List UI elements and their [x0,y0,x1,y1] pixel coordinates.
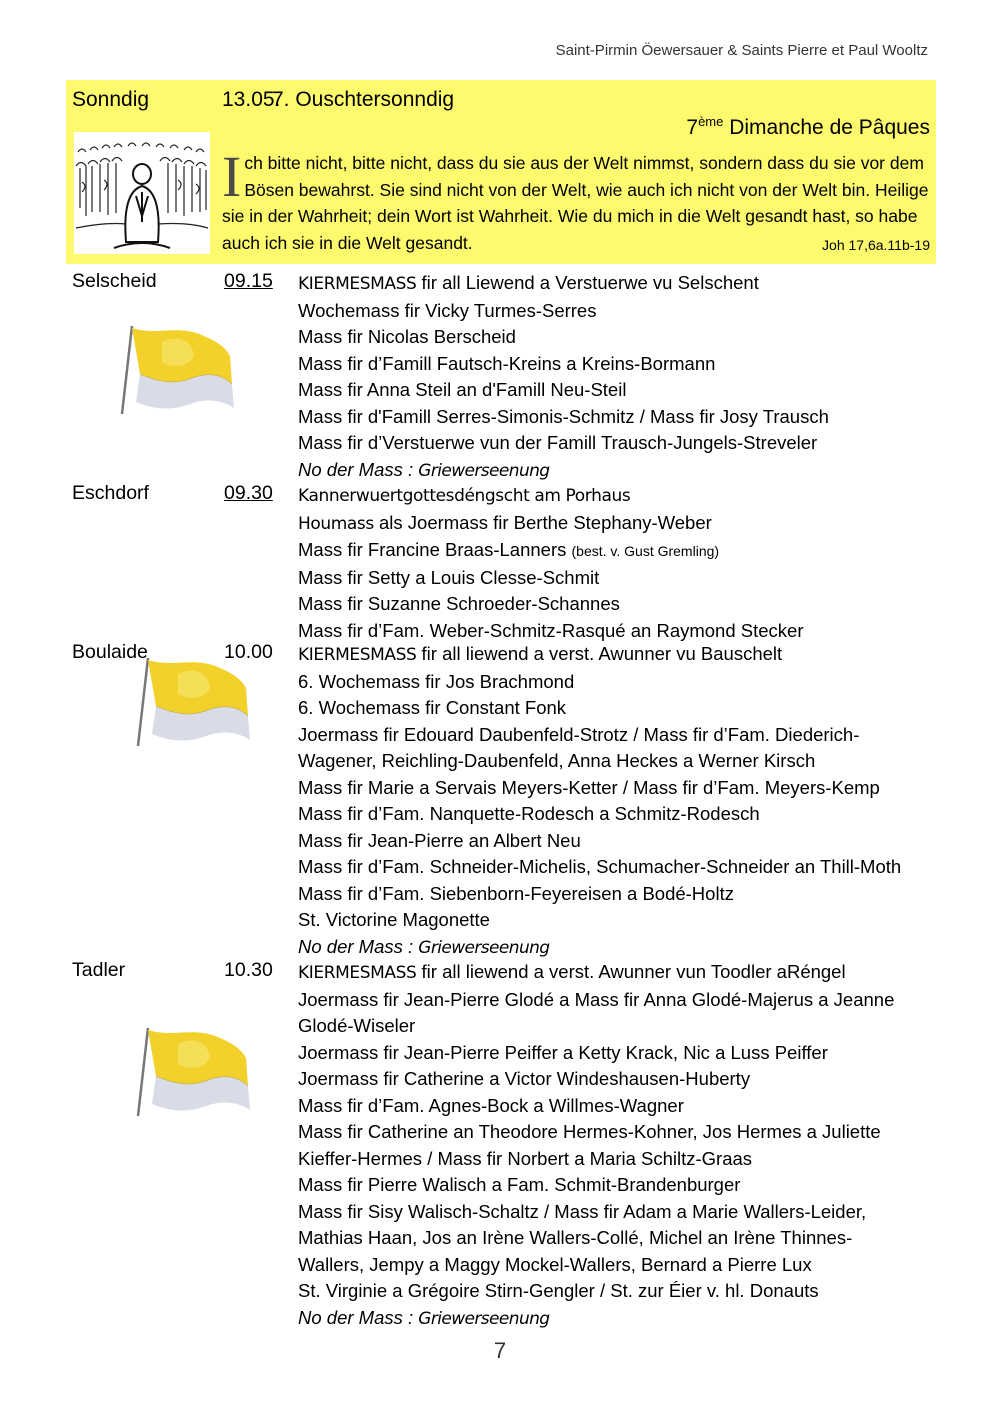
list-item: 6. Wochemass fir Constant Fonk [298,697,567,718]
list-item [298,537,938,565]
list-item: Kieffer-Hermes / Mass fir Norbert a Maria Schiltz-Graas [298,1147,753,1169]
list-item: Mass fir Pierre Walisch a Fam. Schmit-Brandenburger [298,1174,741,1195]
bible-verse [222,144,930,258]
place-name: Tadler [72,959,126,981]
houmass-line [298,510,938,538]
list-item: Mass fir Nicolas Berscheid [298,326,516,347]
list-item: Mass fir Jean-Pierre an Albert Neu [298,829,581,851]
list-item: Wagener, Reichling-Daubenfeld, Anna Heckes a Werner Kirsch [298,750,816,771]
praying-crowd-icon [74,132,210,254]
after-word: Griewerseenung [418,937,550,958]
list-item: Mass fir Sisy Walisch-Schaltz / Mass fir Adam a Marie Wallers-Leider, [298,1200,867,1222]
after-prefix: No der Mass : [298,935,419,957]
lead-line [298,641,938,669]
list-item: Mass fir d’Famill Fautsch-Kreins a Kreins-Bormann [298,352,716,374]
list-item: Joermass fir Edouard Daubenfeld-Strotz / Mass fir d’Fam. Diederich- [298,723,860,745]
list-item: Joermass fir Jean-Pierre Glodé a Mass fir Anna Glodé-Majerus a Jeanne [298,988,895,1010]
sunday-date: 13.05. [222,88,281,111]
lead-title: KIERMESMASS [298,274,417,294]
lead-title: KIERMESMASS [298,645,417,665]
mass-time: 09.15 [224,270,273,292]
lead-line [298,270,938,298]
lead-line [298,482,938,510]
lead-rest: fir all Liewend a Verstuerwe vu Selschent [416,272,759,293]
mass-lines [298,482,938,644]
mass-time: 10.30 [224,959,273,981]
after-word: Griewerseenung [418,1308,550,1329]
list-item: Mass fir d’Verstuerwe vun der Famill Trausch-Jungels-Streveler [298,432,818,453]
lead-line [298,959,938,987]
place-name: Boulaide [72,641,148,663]
praying-crowd-illustration [74,132,210,254]
list-item: Mass fir Marie a Servais Meyers-Ketter / Mass fir d’Fam. Meyers-Kemp [298,776,880,798]
page-number: 7 [493,1338,507,1363]
list-item: Mass fir d'Famill Serres-Simonis-Schmitz / Mass fir Josy Trausch [298,405,829,427]
place-name: Selscheid [72,270,157,292]
after-prefix: No der Mass : [298,1306,419,1328]
mass-time: 09.30 [224,482,273,504]
after-mass-line [298,457,938,485]
place-name: Eschdorf [72,482,149,504]
flag-icon [134,1024,254,1119]
houmass-title: Houmass [298,513,374,534]
sunday-title [272,88,454,112]
list-item: Mass fir Suzanne Schroeder-Schannes [298,593,620,614]
after-word: Griewerseenung [418,460,550,481]
title-fr-num: 7 [686,116,699,139]
list-item: Glodé-Wiseler [298,1015,416,1036]
mass-lines [298,959,938,1332]
list-item: Joermass fir Catherine a Victor Windeshausen-Huberty [298,1068,751,1089]
sunday-box [66,80,936,264]
list-item: Mathias Haan, Jos an Irène Wallers-Collé, Michel an Irène Thinnes- [298,1227,853,1248]
verse-reference: Joh 17,6a.11b-19 [822,236,930,253]
page-header: Saint-Pirmin Öewersauer & Saints Pierre et Paul Wooltz [555,42,928,59]
list-item: Mass fir d’Fam. Siebenborn-Feyereisen a Bodé-Holtz [298,882,734,904]
list-item: Mass fir Anna Steil an d'Famill Neu-Steil [298,379,627,400]
flag-icon [118,322,238,417]
sunday-title-fr [686,114,930,140]
title-fr-rest: Dimanche de Pâques [723,116,930,139]
verse-dropcap: I [222,144,242,209]
verse-text: ch bitte nicht, bitte nicht, dass du sie aus der Welt nimmst, sondern dass du sie vor dem Bösen bewahrst. Sie sind nicht von der Welt, wie auch ich nicht von der Welt bin. Heilige sie in der Wahrheit; dein Wort ist Wahrheit. Wie du mich in die Welt gesandt hast, so habe auch ich sie in die Welt gesandt. [222,153,929,253]
after-mass-line [298,1305,938,1333]
list-item: Joermass fir Jean-Pierre Peiffer a Ketty Krack, Nic a Luss Peiffer [298,1041,828,1063]
braas-text: Mass fir Francine Braas-Lanners [298,539,572,560]
list-item: Mass fir d’Fam. Weber-Schmitz-Rasqué an Raymond Stecker [298,619,804,641]
mass-time: 10.00 [224,641,273,663]
lead-title: Kannerwuertgottesdéngscht am Porhaus [298,486,631,506]
after-prefix: No der Mass : [298,458,419,480]
sunday-title-lb: 7. Ouschtersonndig [272,88,455,111]
houmass-rest: als Joermass fir Berthe Stephany-Weber [373,511,712,533]
list-item: Wallers, Jempy a Maggy Mockel-Wallers, Bernard a Pierre Lux [298,1253,812,1275]
list-item: Mass fir d’Fam. Nanquette-Rodesch a Schmitz-Rodesch [298,803,760,824]
title-fr-sup: ème [698,114,724,129]
mass-lines [298,641,938,961]
lead-rest: fir all liewend a verst. Awunner vu Bauschelt [416,643,783,664]
braas-note: (best. v. Gust Gremling) [571,543,720,559]
mass-lines [298,270,938,484]
lead-rest: fir all liewend a verst. Awunner vun Toodler aRéngel [416,961,846,982]
list-item: St. Victorine Magonette [298,909,490,930]
list-item: Mass fir Setty a Louis Clesse-Schmit [298,566,600,588]
list-item: Wochemass fir Vicky Turmes-Serres [298,299,597,321]
list-item: Mass fir d’Fam. Agnes-Bock a Willmes-Wagner [298,1094,684,1116]
sunday-day: Sonndig [72,88,150,111]
after-mass-line [298,934,938,962]
list-item: Mass fir d’Fam. Schneider-Michelis, Schumacher-Schneider an Thill-Moth [298,856,902,877]
list-item: Mass fir Catherine an Theodore Hermes-Kohner, Jos Hermes a Juliette [298,1121,881,1142]
flag-icon [134,654,254,749]
list-item: St. Virginie a Grégoire Stirn-Gengler / St. zur Éier v. hl. Donauts [298,1280,819,1301]
lead-title: KIERMESMASS [298,963,417,983]
list-item: 6. Wochemass fir Jos Brachmond [298,670,575,692]
